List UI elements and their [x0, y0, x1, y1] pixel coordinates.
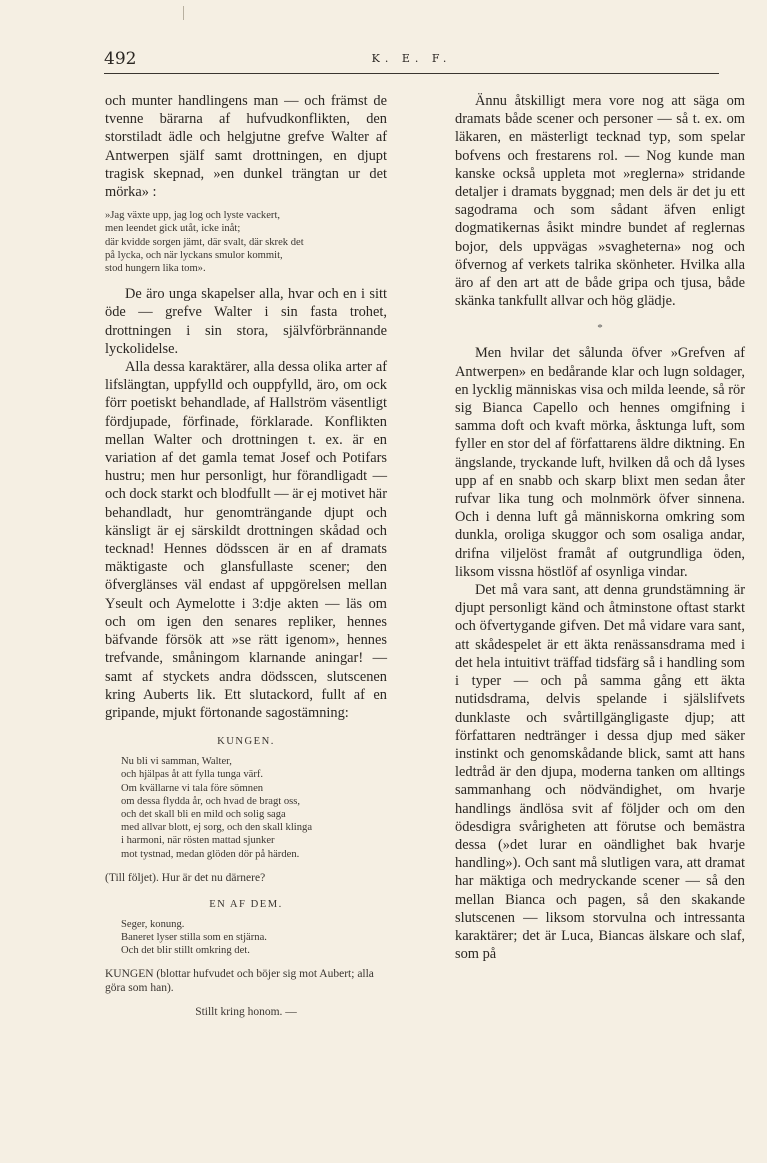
verse-line: men leendet gick utåt, icke inåt; — [105, 223, 241, 235]
verse-quote — [105, 918, 387, 958]
section-separator: * — [597, 322, 603, 335]
verse-line: och hjälpas åt att fylla tunga värf. — [121, 769, 264, 781]
left-column — [105, 92, 387, 1025]
speaker-name: EN AF DEM. — [209, 898, 283, 910]
stage-direction: (Till följet). Hur är det nu därnere? — [105, 871, 266, 884]
paragraph: och munter handlingens man — och främst de tvenne bärarna af hufvudkonflikten, den storstiladt ädle och helgjutne grefve Walter af Antwerpen själf samt drottningen, en djupt tragisk skepnad, »en dunkel trängtan ur det mörka» : — [105, 93, 387, 201]
verse-line: i harmoni, när rösten mattad sjunker — [121, 835, 275, 847]
verse-line: och det skall bli en mild och solig saga — [121, 808, 286, 820]
right-column — [455, 92, 745, 963]
verse-line: Nu bli vi samman, Walter, — [121, 756, 232, 768]
verse-line: mot tystnad, medan glöden dör på härden. — [121, 848, 300, 860]
page-header — [104, 47, 719, 74]
verse-line: Seger, konung. — [121, 918, 185, 930]
verse-line: med allvar blott, ej sorg, och den skall klinga — [121, 822, 313, 834]
scan-mark — [183, 6, 184, 20]
verse-line: Om kvällarne vi tala före sömnen — [121, 782, 264, 794]
paragraph: Men hvilar det sålunda öfver »Grefven af Antwerpen» en bedårande klar och lugn soldager, en lycklig människas visa och milda leende, så rör sig Bianca Capello och hennes omgifning i samma doft och kvaft mörka, åsktunga luft, som fyller en stor del af författarens äldre diktning. En ängslande, tryckande luft, hvilken då och då lyses upp af en snabb och skarp blixt men sedan åter rufvar lika tung och molnmörk öfver sinnena. Och i denna luft gå människorna omkring som dunkla, oroliga skuggor och som osaliga andar, drifna viljelöst framåt af outgrundliga öden, liksom vissna höstlöf af osynliga vindar. — [455, 345, 745, 580]
verse-line: »Jag växte upp, jag log och lyste vackert, — [105, 210, 281, 222]
stage-direction: Stillt kring honom. — — [195, 1006, 297, 1019]
paragraph: Ännu åtskilligt mera vore nog att säga om dramats både scener och personer — så t. ex. om läkaren, en mästerligt tecknad typ, som spelar bofvens och frestarens rol. — Nog kunde man kanske också uppleta mot »reglerna» stridande detaljer i dramats byggnad; men dels är det ju ett sagodrama och som sådant äfven enligt dogmatikernas åsikt mindre bundet af reglernas bojor, dels uppvägas »svagheterna» nog och öfvernog af verkets talrika skönheter. Hvilka alla äro af den art att de både gripa och tjusa, både skänka tankfullt allvar och hög glädje. — [455, 93, 745, 310]
verse-line: om dessa flydda år, och hvad de bragt oss, — [121, 795, 301, 807]
verse-line: stod hungern lika tom». — [105, 263, 206, 275]
verse-quote — [105, 755, 387, 861]
paragraph: Det må vara sant, att denna grundstämning är djupt personligt känd och åtminstone oftast starkt och öfvertygande gifven. Det må vidare vara sant, att skådespelet är ett äkta renässansdrama med i det hela intuitivt träffad tidsfärg så i handling som i typer — och på samma gång ett äkta nutidsdrama, delvis spelande i själslifvets dunklaste och svårtillgängligaste djup; att författaren nedtränger i dessa djup med säker instinkt och genomskådande blick, samt att hans ledtråd är den djupa, moderna tanken om alltings sammanhang och nödvändighet, om hvarje handlings ändlösa svit af följder och om den ödesdigra svårigheten att förutse och bemästra dessa (»det lurar en oändlighet bak hvarje handling»). Och sant må slutligen vara, att dramat har mäktiga och medryckande scener — så den mellan Bianca och pagen, så den skakande slutscenen — liksom storvulna och intressanta karaktärer; det är Luca, Biancas älskare och slaf, som på — [455, 582, 745, 963]
running-head: K. E. F. — [371, 52, 452, 65]
stage-direction: KUNGEN (blottar hufvudet och böjer sig mot Aubert; alla göra som han). — [105, 968, 374, 995]
verse-line: på lycka, och när lyckans smulor kommit, — [105, 249, 283, 261]
paragraph: Alla dessa karaktärer, alla dessa olika arter af lifslängtan, uppfylld och ouppfylld, äro, om ock förr poetiskt behandlade, af Hallström väsentligt fördjupade, förfinade, förklarade. Konflikten mellan Walter och drottningen t. ex. är en variation af det gamla temat Josef och Potifars hustru; men hur personligt, hur förandligadt — och dock starkt och blodfullt — är ej motivet här behandladt, hur genomträngande djupt och känsligt är ej särskildt drottningen skådad och tecknad! Hennes dödsscen är en af dramats mäktigaste och glansfullaste scener; den öfverglänses väl endast af uppgörelsen mellan Yseult och Aymelotte i 3:dje akten — läs om och om igen den senares repliker, hennes bäfvande försök att »se rätt igenom», hennes trefvande, småningom klarnande aningar! — samt af styckets andra dödsscen, slutscenen kring Auberts lik. Ett slutackord, fullt af en gripande, mjukt förtonande sagostämning: — [105, 359, 387, 721]
paragraph: De äro unga skapelser alla, hvar och en i sitt öde — grefve Walter i sin fasta trohet, drottningen i sin stora, självförbrännande lyckolidelse. — [105, 286, 387, 357]
verse-line: Och det blir stillt omkring det. — [121, 945, 250, 957]
speaker-name: KUNGEN. — [217, 736, 275, 748]
verse-line: Baneret lyser stilla som en stjärna. — [121, 931, 267, 943]
verse-line: där kvidde sorgen jämt, där svalt, där skrek det — [105, 236, 304, 248]
verse-quote — [105, 209, 387, 275]
page-number: 492 — [104, 49, 137, 69]
